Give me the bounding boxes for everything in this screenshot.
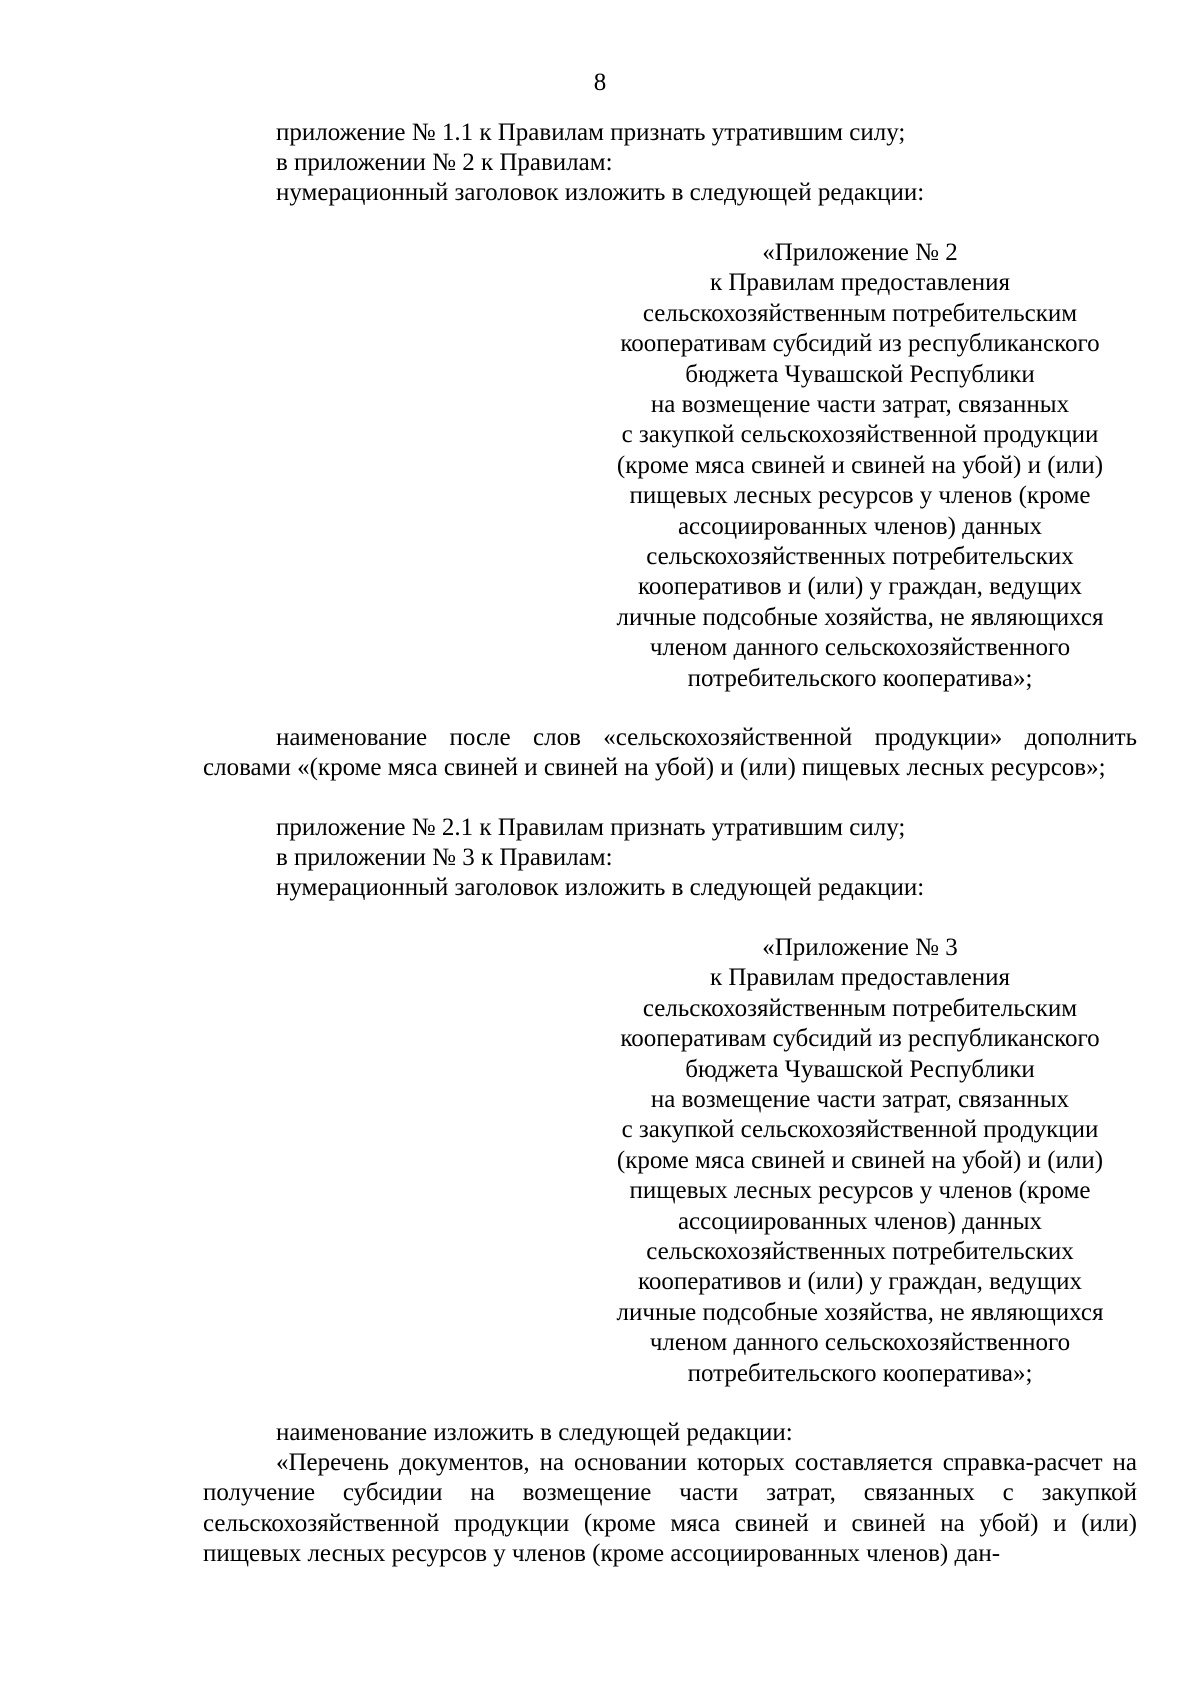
appendix-3-heading-line: бюджета Чувашской Республики [685, 1055, 1035, 1083]
appendix-2-heading-line: с закупкой сельскохозяйственной продукции [621, 421, 1099, 449]
paragraph-appendix-2-intro: в приложении № 2 к Правилам: [276, 149, 613, 176]
appendix-3-heading-line: членом данного сельскохозяйственного [649, 1329, 1071, 1357]
paragraph-appendix-1-1-repeal: приложение № 1.1 к Правилам признать утратившим силу; [276, 119, 906, 146]
page-number: 8 [593, 69, 607, 96]
appendix-3-heading-line: пищевых лесных ресурсов у членов (кроме [629, 1177, 1091, 1205]
paragraph-numbering-heading-2: нумерационный заголовок изложить в следующей редакции: [276, 179, 925, 206]
appendix-2-heading-block [578, 238, 1142, 694]
appendix-3-heading-line: ассоциированных членов) данных [677, 1207, 1043, 1235]
appendix-2-heading-line: потребительского кооператива»; [687, 664, 1033, 692]
appendix-3-heading-line: кооперативов и (или) у граждан, ведущих [638, 1268, 1082, 1296]
paragraph-naming-new-edition: наименование изложить в следующей редакции: [276, 1419, 793, 1446]
paragraph-numbering-heading-3: нумерационный заголовок изложить в следующей редакции: [276, 874, 925, 901]
appendix-2-heading-line: «Приложение № 2 [762, 239, 958, 266]
appendix-2-heading-line: ассоциированных членов) данных [677, 512, 1043, 540]
appendix-3-heading-line: кооперативам субсидий из республиканского [620, 1025, 1100, 1053]
appendix-3-heading-line: (кроме мяса свиней и свиней на убой) и (или) [616, 1146, 1104, 1174]
appendix-2-heading-line: (кроме мяса свиней и свиней на убой) и (или) [616, 451, 1104, 479]
appendix-2-heading-line: сельскохозяйственным потребительским [642, 299, 1078, 327]
appendix-3-heading-line: потребительского кооператива»; [687, 1359, 1033, 1387]
appendix-3-heading-line: сельскохозяйственным потребительским [642, 994, 1078, 1022]
appendix-2-heading-line: бюджета Чувашской Республики [685, 360, 1035, 388]
appendix-3-heading-line: к Правилам предоставления [709, 964, 1011, 992]
paragraph-appendix-3-intro: в приложении № 3 к Правилам: [276, 844, 613, 871]
appendix-3-heading-line: личные подсобные хозяйства, не являющихся [616, 1298, 1104, 1326]
appendix-2-heading-line: сельскохозяйственных потребительских [646, 543, 1074, 571]
paragraph-document-list: «Перечень документов, на основании которых составляется справка-расчет на получение субсидии на возмещение части затрат, связанных с закупкой сельскохозяйственной продукции (кроме мяса свиней и свиней на убой) и (или) пищевых лесных ресурсов у членов (кроме ассоциированных членов) дан- [203, 1449, 1137, 1568]
appendix-3-heading-line: на возмещение части затрат, связанных [650, 1086, 1070, 1114]
appendix-2-heading-line: кооперативов и (или) у граждан, ведущих [638, 573, 1082, 601]
appendix-2-heading-line: к Правилам предоставления [709, 269, 1011, 297]
appendix-3-heading-line: «Приложение № 3 [762, 934, 958, 961]
appendix-2-heading-line: личные подсобные хозяйства, не являющихся [616, 603, 1104, 631]
appendix-3-heading-line: сельскохозяйственных потребительских [646, 1238, 1074, 1266]
paragraph-appendix-2-1-repeal: приложение № 2.1 к Правилам признать утратившим силу; [276, 814, 906, 841]
appendix-2-heading-line: кооперативам субсидий из республиканского [620, 330, 1100, 358]
appendix-2-heading-line: на возмещение части затрат, связанных [650, 391, 1070, 419]
appendix-2-heading-line: членом данного сельскохозяйственного [649, 634, 1071, 662]
paragraph-naming-addition: наименование после слов «сельскохозяйственной продукции» дополнить словами «(кроме мяса свиней и свиней на убой) и (или) пищевых лесных ресурсов»; [203, 724, 1137, 782]
appendix-2-heading-line: пищевых лесных ресурсов у членов (кроме [629, 482, 1091, 510]
appendix-3-heading-line: с закупкой сельскохозяйственной продукции [621, 1116, 1099, 1144]
appendix-3-heading-block [578, 933, 1142, 1389]
